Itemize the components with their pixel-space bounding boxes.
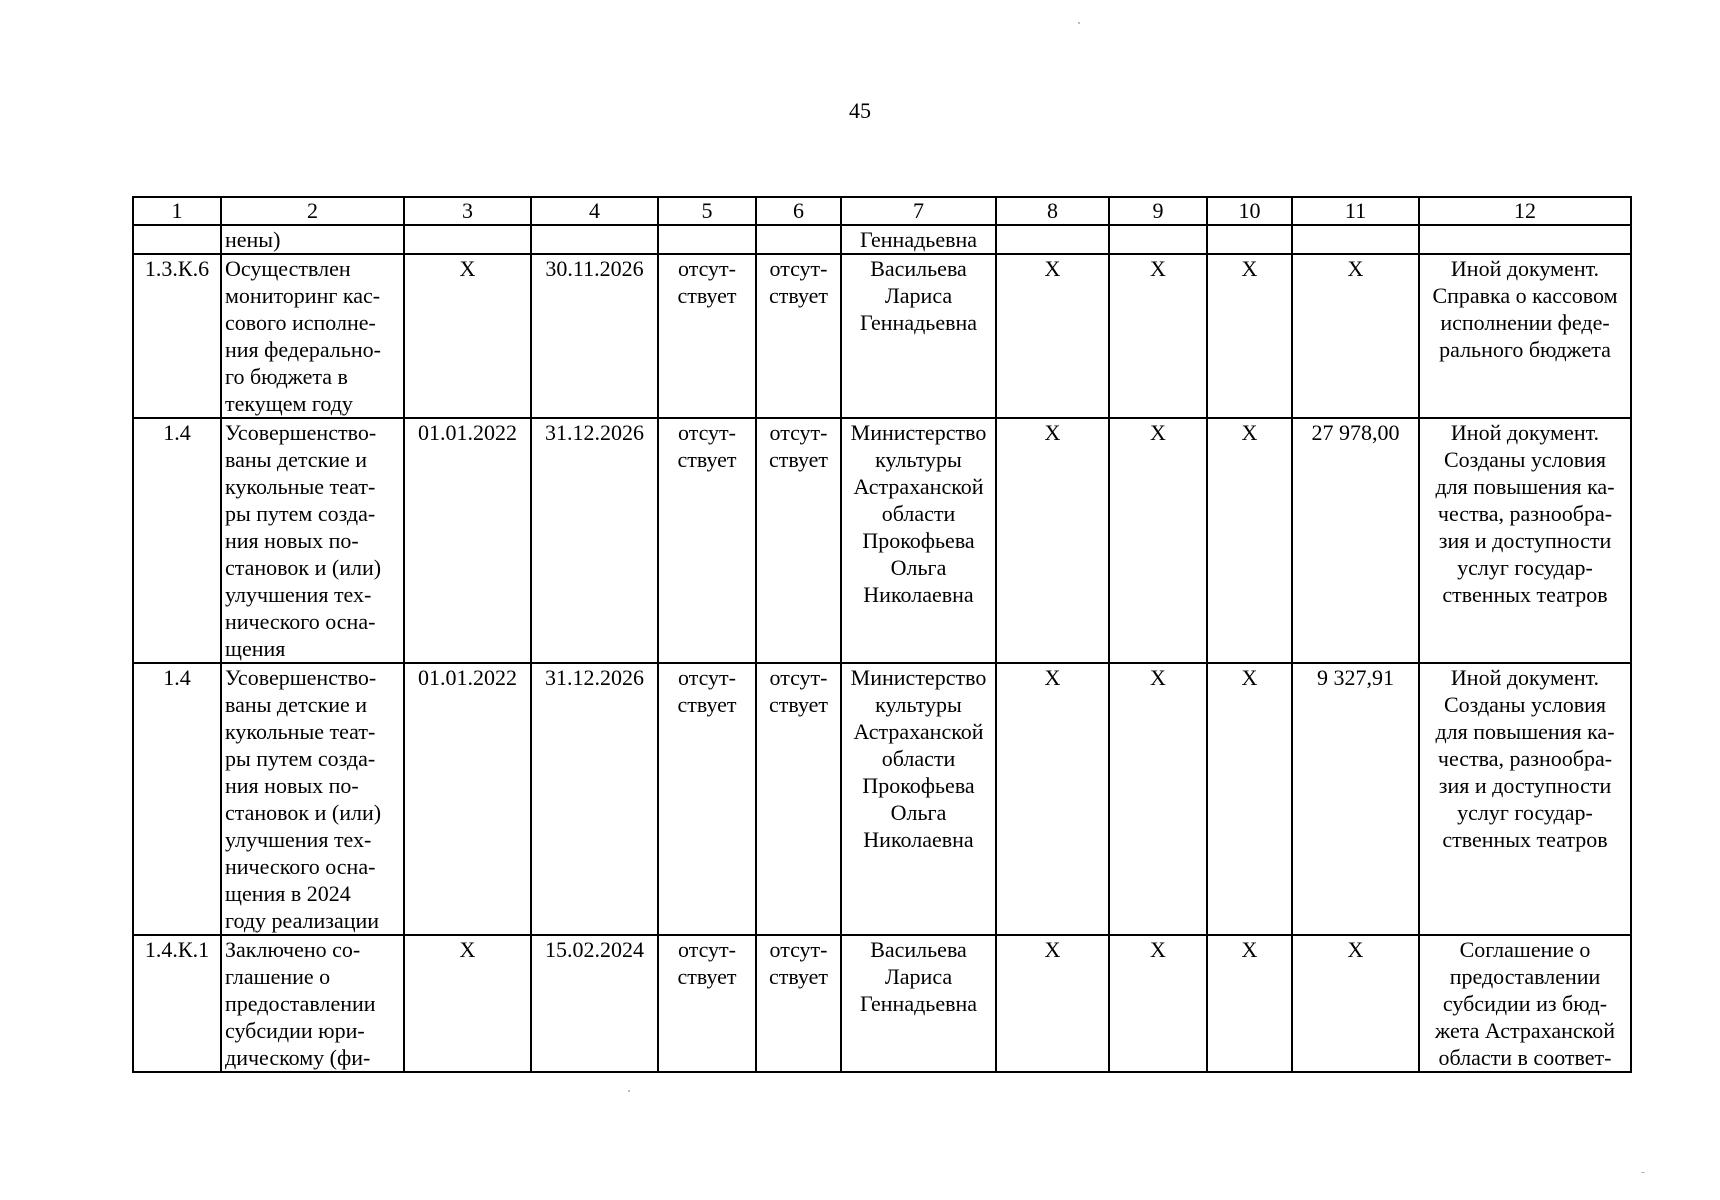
cell-start: X <box>404 254 531 418</box>
cell-start: X <box>404 935 531 1072</box>
scan-speck <box>628 1090 630 1092</box>
table-row <box>133 935 1631 1072</box>
column-number-row <box>133 197 1631 225</box>
cell-name: Усовершенство- ваны детские и кукольные теат- ры путем созда- ния новых по- становок и (или) улучшения тех- нического осна- щения в 2024 году реализации <box>221 663 404 935</box>
cell-col9: X <box>1109 663 1207 935</box>
cell-id: 1.3.К.6 <box>133 254 221 418</box>
cell-responsible: Министерство культуры Астраханской области Прокофьева Ольга Николаевна <box>841 418 996 663</box>
cell-col10: X <box>1207 254 1292 418</box>
cell-col8: X <box>996 663 1109 935</box>
cell-name: Осуществлен мониторинг кас- сового исполне- ния федерально- го бюджета в текущем году <box>221 254 404 418</box>
cell-result: Иной документ. Созданы условия для повышения ка- чества, разнообра- зия и доступности услуг государ- ственных театров <box>1419 663 1631 935</box>
column-number: 8 <box>996 197 1109 225</box>
continuation-row <box>133 225 1631 254</box>
column-number: 6 <box>756 197 841 225</box>
cell-responsible: Васильева Лариса Геннадьевна <box>841 254 996 418</box>
cell-name: Усовершенство- ваны детские и кукольные теат- ры путем созда- ния новых по- становок и (или) улучшения тех- нического осна- щения <box>221 418 404 663</box>
cell-start: 01.01.2022 <box>404 663 531 935</box>
cell-col10: X <box>1207 663 1292 935</box>
cell-col5: отсут- ствует <box>658 935 756 1072</box>
column-number: 3 <box>404 197 531 225</box>
cell-col10: X <box>1207 935 1292 1072</box>
cell-name: Заключено со- глашение о предоставлении субсидии юри- дическому (фи- <box>221 935 404 1072</box>
scan-speck <box>1078 22 1080 24</box>
cell-end: 15.02.2024 <box>531 935 658 1072</box>
page-number: 45 <box>849 98 871 123</box>
cell-id: 1.4 <box>133 418 221 663</box>
cell-col5: отсут- ствует <box>658 663 756 935</box>
cell-amount: 27 978,00 <box>1292 418 1419 663</box>
column-number: 7 <box>841 197 996 225</box>
column-number: 12 <box>1419 197 1631 225</box>
cell-col9: X <box>1109 935 1207 1072</box>
cell-result: Соглашение о предоставлении субсидии из бюд- жета Астраханской области в соответ- <box>1419 935 1631 1072</box>
cell-col10: X <box>1207 418 1292 663</box>
cell-col6: отсут- ствует <box>756 663 841 935</box>
cell-result: Иной документ. Созданы условия для повышения ка- чества, разнообра- зия и доступности услуг государ- ственных театров <box>1419 418 1631 663</box>
cell-amount: X <box>1292 254 1419 418</box>
cell-end: 31.12.2026 <box>531 663 658 935</box>
cell-col5: отсут- ствует <box>658 254 756 418</box>
cell-responsible: Васильева Лариса Геннадьевна <box>841 935 996 1072</box>
cell-start: 01.01.2022 <box>404 418 531 663</box>
column-number: 2 <box>221 197 404 225</box>
column-number: 10 <box>1207 197 1292 225</box>
column-number: 4 <box>531 197 658 225</box>
table-row <box>133 418 1631 663</box>
scan-speck <box>1641 1172 1645 1173</box>
column-number: 1 <box>133 197 221 225</box>
cell-result: Иной документ. Справка о кассовом исполнении феде- рального бюджета <box>1419 254 1631 418</box>
cell-col8: X <box>996 418 1109 663</box>
column-number: 5 <box>658 197 756 225</box>
cell-responsible: Геннадьевна <box>841 225 996 254</box>
cell-col5: отсут- ствует <box>658 418 756 663</box>
cell-amount: X <box>1292 935 1419 1072</box>
cell-id: 1.4 <box>133 663 221 935</box>
cell-col9: X <box>1109 254 1207 418</box>
cell-col6: отсут- ствует <box>756 418 841 663</box>
table-row <box>133 663 1631 935</box>
cell-name: нены) <box>221 225 404 254</box>
cell-amount: 9 327,91 <box>1292 663 1419 935</box>
cell-end: 31.12.2026 <box>531 418 658 663</box>
plan-table <box>132 196 1632 1073</box>
cell-end: 30.11.2026 <box>531 254 658 418</box>
cell-col8: X <box>996 935 1109 1072</box>
cell-responsible: Министерство культуры Астраханской области Прокофьева Ольга Николаевна <box>841 663 996 935</box>
column-number: 9 <box>1109 197 1207 225</box>
column-number: 11 <box>1292 197 1419 225</box>
cell-col8: X <box>996 254 1109 418</box>
table-row <box>133 254 1631 418</box>
cell-id: 1.4.К.1 <box>133 935 221 1072</box>
cell-col6: отсут- ствует <box>756 254 841 418</box>
cell-col9: X <box>1109 418 1207 663</box>
cell-col6: отсут- ствует <box>756 935 841 1072</box>
